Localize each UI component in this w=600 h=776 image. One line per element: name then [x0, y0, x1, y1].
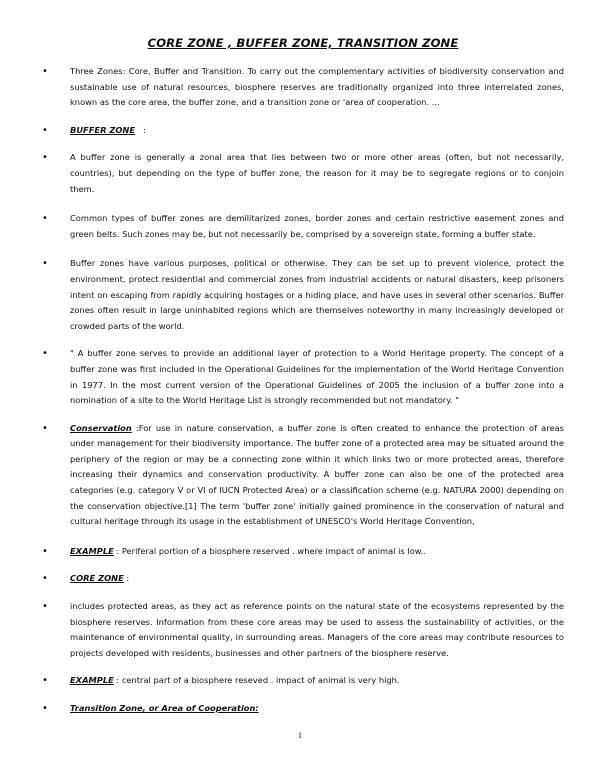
list-item: • EXAMPLE : central part of a biosphere reseved . impact of animal is very high.: [42, 673, 564, 689]
section-heading: CORE ZONE: [70, 573, 124, 584]
list-item: • Common types of buffer zones are demilitarized zones, border zones and certain restrictive easement zones and green belts. Such zones may be, but not necessarily be, comprised by a sovereign state, forming a buffer state.: [42, 211, 564, 242]
list-item: • Conservation :For use in nature conservation, a buffer zone is often created to enhance the protection of areas under management for their biodiversity importance. The buffer zone of a protected area may be situated around the periphery of the region or may be a connecting zone within it which links two or more protected areas, therefore increasing their dynamics and conservation productivity. A buffer zone can also be one of the protected area categories (e.g. category V or VI of IUCN Protected Area) or a classification scheme (e.g. NATURA 2000) depending on the conservation objective.[1] The term 'buffer zone' initially gained prominence in the conservation of natural and cultural heritage through its usage in the establishment of UNESCO's World Heritage Convention,: [42, 421, 564, 530]
page-number: 1: [297, 730, 303, 740]
list-item: [42, 701, 564, 717]
bullet-list: [42, 64, 564, 717]
section-heading: EXAMPLE: [70, 675, 114, 686]
section-heading: Transition Zone, or Area of Cooperation:: [70, 703, 259, 713]
list-item: • A buffer zone is generally a zonal area that lies between two or more other areas (often, but not necessarily, countries), but depending on the type of buffer zone, the reason for it may be to segregate regions or to conjoin them.: [42, 150, 564, 197]
list-item: • includes protected areas, as they act as reference points on the natural state of the ecosystems represented by the biosphere reserves. Information from these core areas may be used to assess the sustainability of activities, or the maintenance of environmental quality, in surrounding areas. Managers of the core areas may contribute resources to projects developed with residents, businesses and other partners of the biosphere reserve.: [42, 599, 564, 661]
page-title: CORE ZONE , BUFFER ZONE, TRANSITION ZONE: [147, 36, 459, 50]
list-item: • Buffer zones have various purposes, political or otherwise. They can be set up to prevent violence, protect the environment, protect residential and commercial zones from industrial accidents or natural disasters, keep prisoners intent on escaping from rapidly acquiring hostages or a hiding place, and have uses in several other scenarios. Buffer zones often result in large uninhabited regions which are themselves noteworthy in many increasingly developed or crowded parts of the world.: [42, 256, 564, 334]
list-item: • EXAMPLE : Periferal portion of a biosphere reserved . where impact of animal is low..: [42, 544, 564, 560]
list-item: • Three Zones: Core, Buffer and Transition. To carry out the complementary activities of biodiversity conservation and sustainable use of natural resources, biosphere reserves are traditionally organized into three interrelated zones, known as the core area, the buffer zone, and a transition zone or 'area of cooperation. ...: [42, 64, 564, 111]
section-heading: EXAMPLE: [70, 545, 114, 556]
list-item: • CORE ZONE :: [42, 571, 564, 587]
list-item: • BUFFER ZONE :: [42, 123, 564, 139]
section-heading: BUFFER ZONE: [70, 124, 136, 135]
list-item: • " A buffer zone serves to provide an additional layer of protection to a World Heritage property. The concept of a buffer zone was first included in the Operational Guidelines for the implementation of the World Heritage Convention in 1977. In the most current version of the Operational Guidelines of 2005 the inclusion of a buffer zone into a nomination of a site to the World Heritage List is strongly recommended but not mandatory. ": [42, 346, 564, 408]
section-heading: Conservation: [70, 422, 132, 433]
